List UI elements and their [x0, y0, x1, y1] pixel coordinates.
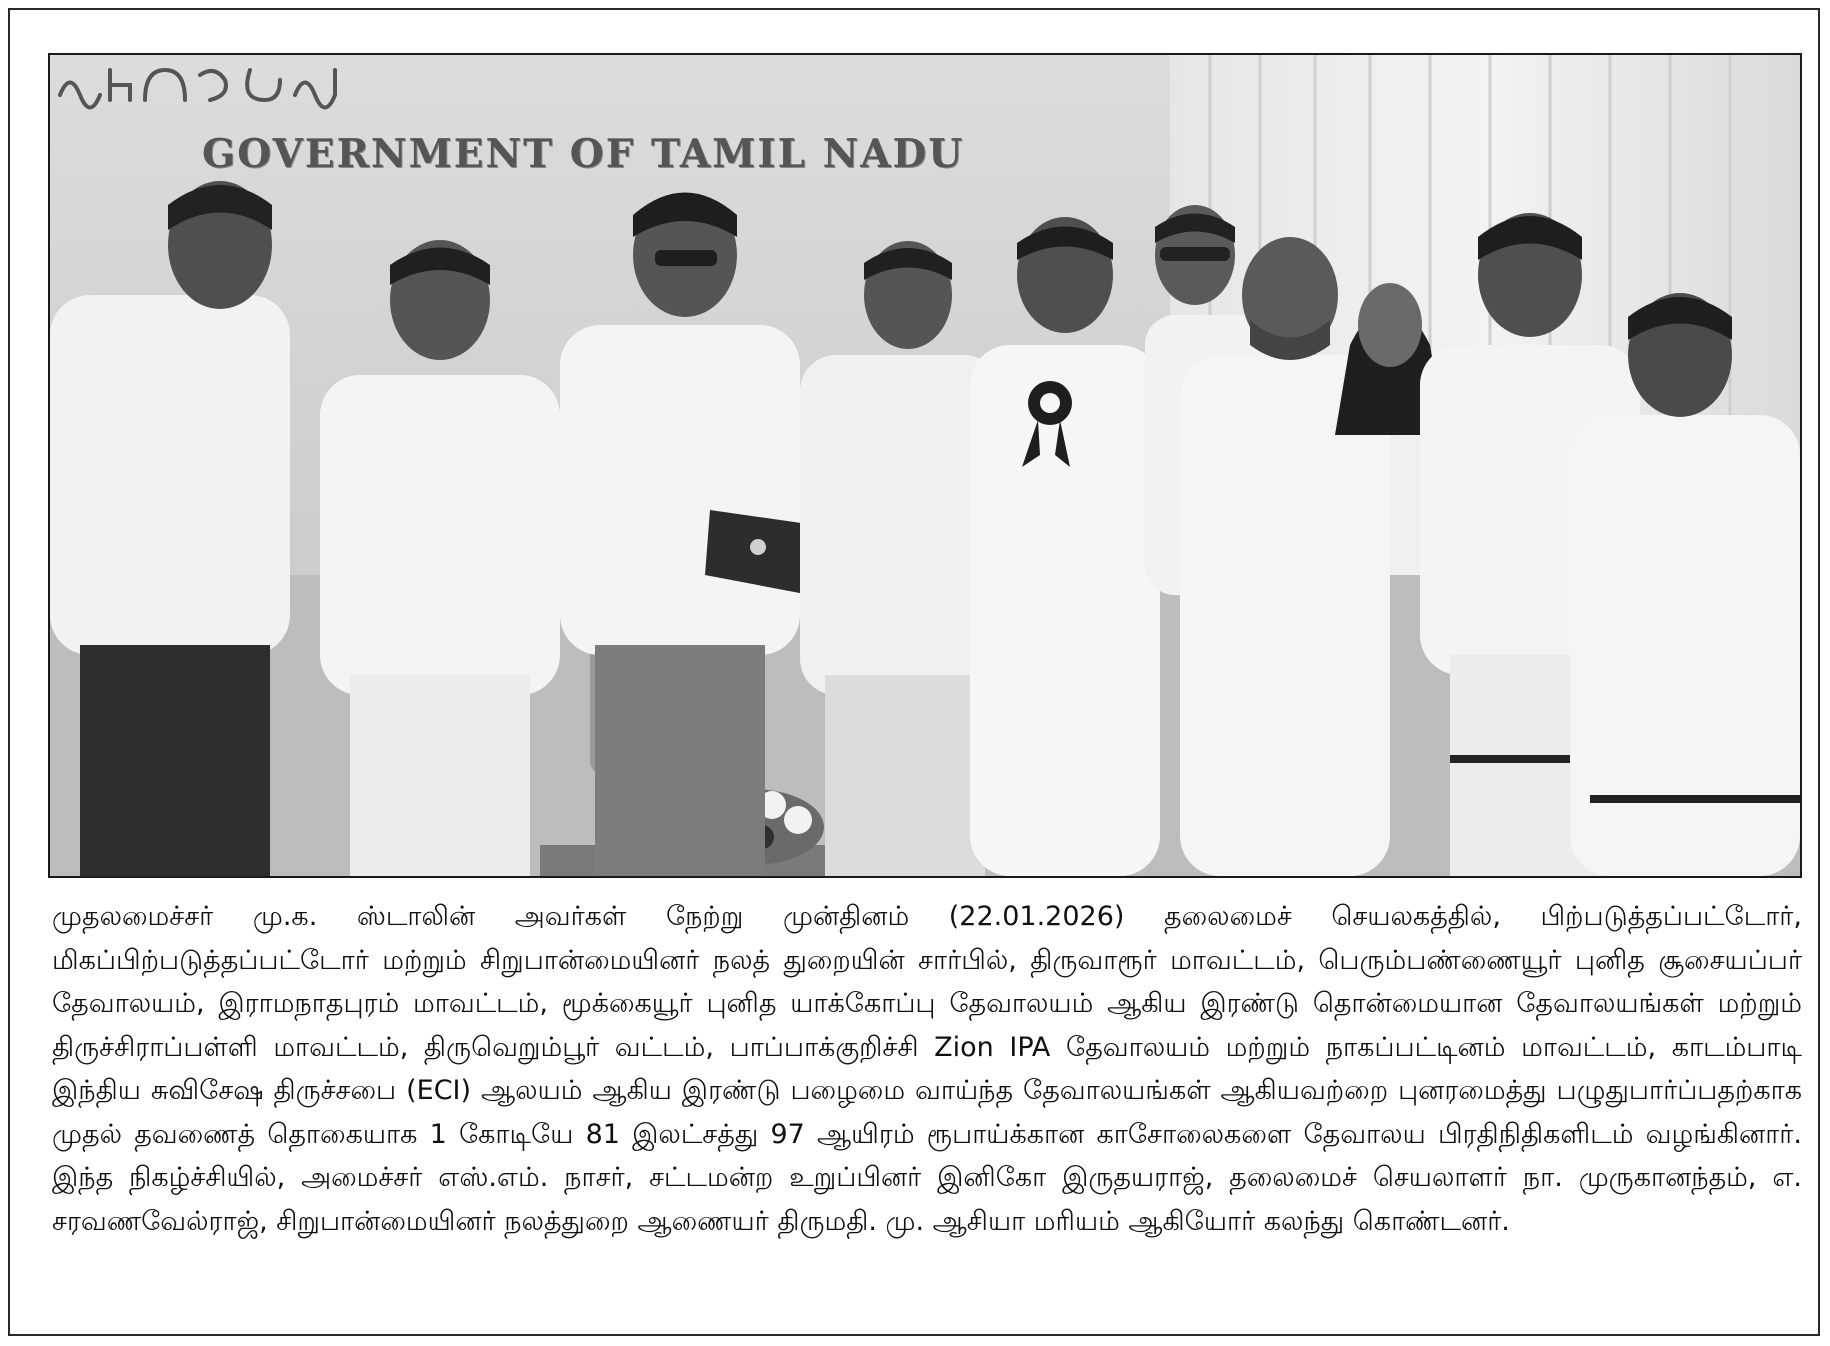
wall-lettering-english: GOVERNMENT OF TAMIL NADU [202, 131, 965, 177]
photo-caption: முதலமைச்சர் மு.க. ஸ்டாலின் அவர்கள் நேற்று முன்தினம் (22.01.2026) தலைமைச் செயலகத்தில், பிற்படுத்தப்பட்டோர், மிகப்பிற்படுத்தப்பட்டோர் மற்றும் சிறுபான்மையினர் நலத் துறையின் சார்பில், திருவாரூர் மாவட்டம், பெரும்பண்ணையூர் புனித சூசையப்பர் தேவாலயம், இராமநாதபுரம் மாவட்டம், மூக்கையூர் புனித யாக்கோப்பு தேவாலயம் ஆகிய இரண்டு தொன்மையான தேவாலயங்கள் மற்றும் திருச்சிராப்பள்ளி மாவட்டம், திருவெறும்பூர் வட்டம், பாப்பாக்குறிச்சி Zion IPA தேவாலயம் மற்றும் நாகப்பட்டினம் மாவட்டம், காடம்பாடி இந்திய சுவிசேஷ திருச்சபை (ECI) ஆலயம் ஆகிய இரண்டு பழைமை வாய்ந்த தேவாலயங்கள் ஆகியவற்றை புனரமைத்து பழுதுபார்ப்பதற்காக முதல் தவணைத் தொகையாக 1 கோடியே 81 இலட்சத்து 97 ஆயிரம் ரூபாய்க்கான காசோலைகளை தேவாலய பிரதிநிதிகளிடம் வழங்கினார். இந்த நிகழ்ச்சியில், அமைச்சர் எஸ்.எம். நாசர், சட்டமன்ற உறுப்பினர் இனிகோ இருதயராஜ், தலைமைச் செயலாளர் நா. முருகானந்தம், எ. சரவணவேல்ராஜ், சிறுபான்மையினர் நலத்துறை ஆணையர் திருமதி. மு. ஆசியா மரியம் ஆகியோர் கலந்து கொண்டனர். [52, 901, 1802, 1237]
news-clipping-frame [8, 8, 1820, 1336]
tamil-wall-lettering-logo [50, 55, 350, 115]
event-photograph [48, 53, 1802, 878]
